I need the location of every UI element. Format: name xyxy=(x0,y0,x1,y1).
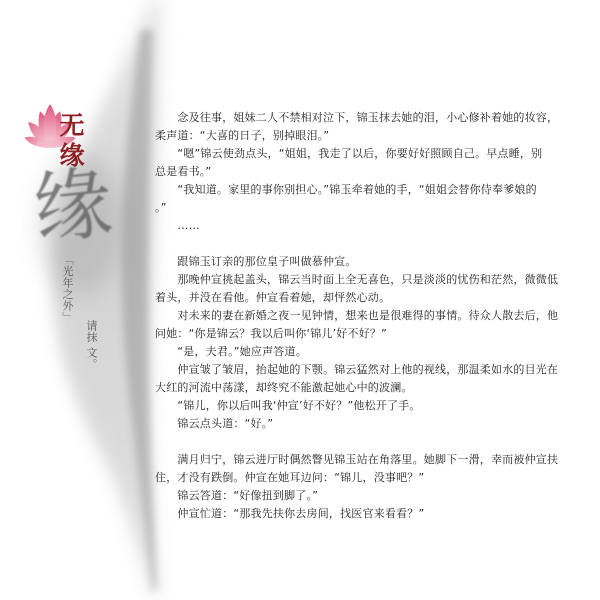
text-line: 。” xyxy=(155,201,167,214)
calligraphy-character: 缘 xyxy=(29,158,117,256)
text-line: 问她：“你是锦云？我以后叫你‘锦儿’好不好？” xyxy=(155,327,387,340)
text-line: 锦云点头道：“好。” xyxy=(155,417,274,430)
page-title: 无缘 xyxy=(56,112,85,172)
author-credit: 请抹 文。 xyxy=(85,320,98,370)
text-line: “是，夫君。”她应声答道。 xyxy=(155,345,307,358)
text-line: 住，才没有跌倒。仲宣在她耳边问：“锦儿，没事吧？” xyxy=(155,471,425,484)
text-line: “锦儿，你以后叫我‘仲宣’好不好？”他松开了手。 xyxy=(155,399,421,412)
text-line: 那晚仲宣挑起盖头，锦云当时面上全无喜色，只是淡淡的忧伤和茫然，微微低 xyxy=(155,273,559,286)
text-line: 总是看书。” xyxy=(155,165,212,178)
paragraph-section xyxy=(155,451,570,523)
text-line: 锦云答道：“好像扭到脚了。” xyxy=(155,489,319,502)
text-line: “嗯”锦云使劲点头，“姐姐，我走了以后，你要好好照顾自己。早点睡，别 xyxy=(155,147,543,160)
text-line: 柔声道：“大喜的日子，别掉眼泪。” xyxy=(155,129,330,142)
text-line: 仲宣忙道：“那我先扶你去房间，找医官来看看？” xyxy=(155,507,425,520)
text-line: 着头，并没在看他。仲宣看着她，却怦然心动。 xyxy=(155,291,391,304)
text-line: 满月归宁，锦云进厅时偶然瞥见锦玉站在角落里。她脚下一滑，幸而被仲宣扶 xyxy=(155,453,559,466)
series-subtitle: 「光年之外」 xyxy=(61,254,74,323)
text-line: “我知道。家里的事你别担心。”锦玉牵着她的手，“姐姐会替你侍奉爹娘的 xyxy=(155,183,537,196)
story-text xyxy=(155,109,570,541)
text-line: 大红的河流中荡漾，却终究不能激起她心中的波澜。 xyxy=(155,381,413,394)
text-line: 念及往事，姐妹二人不禁相对泣下，锦玉抹去她的泪，小心修补着她的妆容， xyxy=(155,111,559,124)
text-line: 仲宣皱了皱眉，抬起她的下颚。锦云猛然对上他的视线，那温柔如水的目光在 xyxy=(155,363,559,376)
text-line: 对未来的妻在新婚之夜一见钟情，想来也是很难得的事情。待众人散去后，他 xyxy=(155,309,559,322)
ink-brush-stroke xyxy=(40,0,162,598)
paragraph-section xyxy=(155,109,570,235)
text-line: 跟锦玉订亲的那位皇子叫做慕仲宣。 xyxy=(155,255,357,268)
paragraph-section xyxy=(155,253,570,433)
text-line: …… xyxy=(155,219,200,232)
